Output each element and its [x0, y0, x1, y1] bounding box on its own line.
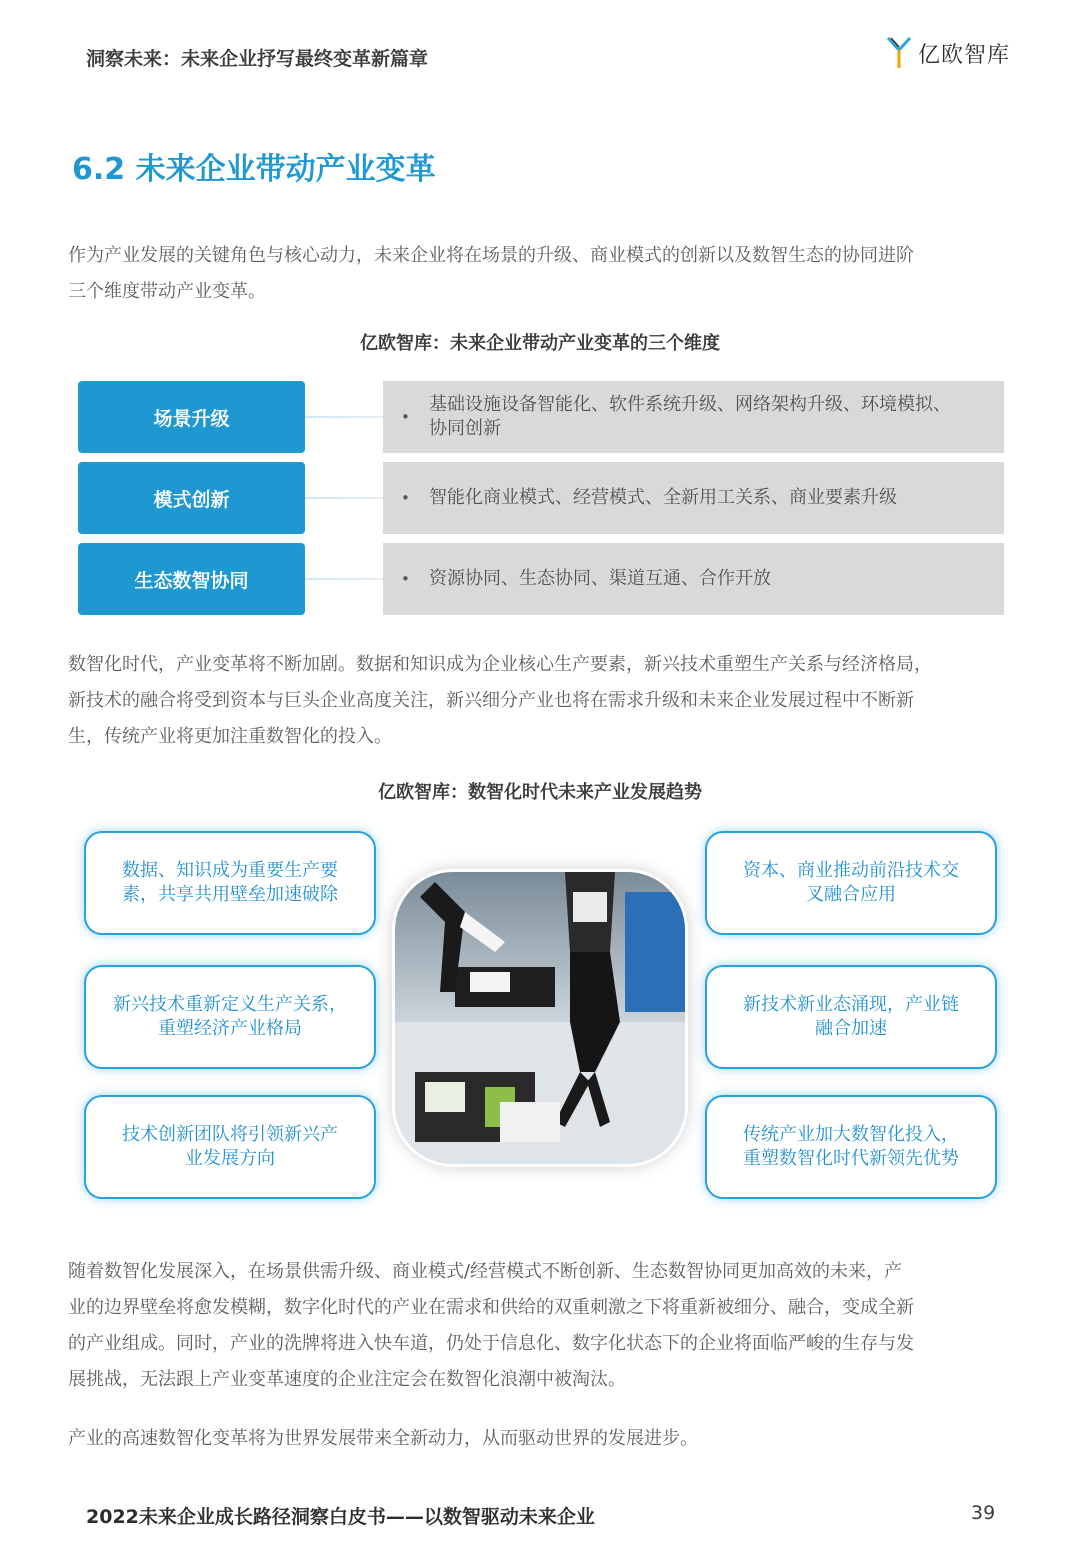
- trend-card-right-3: [705, 1095, 997, 1199]
- figure1-title: 亿欧智库：未来企业带动产业变革的三个维度: [360, 333, 720, 354]
- connector-line: [305, 497, 383, 499]
- trend-card-left-3: [84, 1095, 376, 1199]
- dimension-label: 生态数智协同: [78, 543, 305, 615]
- page-number: 39: [971, 1502, 996, 1524]
- trend-line: 融合加速: [815, 1018, 887, 1039]
- detail-line: 协同创新: [429, 418, 501, 439]
- logo-mark-icon: [886, 36, 912, 70]
- paragraph-line: 业的边界壁垒将愈发模糊，数字化时代的产业在需求和供给的双重刺激之下将重新被细分、融合，变成全新: [68, 1297, 914, 1318]
- trend-line: 叉融合应用: [806, 884, 896, 905]
- trend-line: 新兴技术重新定义生产关系，: [113, 994, 347, 1015]
- detail-line: 基础设施设备智能化、软件系统升级、网络架构升级、环境模拟、: [429, 394, 951, 415]
- paragraph-line: 产业的高速数智化变革将为世界发展带来全新动力，从而驱动世界的发展进步。: [68, 1428, 698, 1449]
- bullet-icon: •: [401, 408, 410, 426]
- trend-line: 业发展方向: [185, 1148, 275, 1169]
- connector-line: [305, 578, 383, 580]
- paragraph-line: 随着数智化发展深入，在场景供需升级、商业模式/经营模式不断创新、生态数智协同更加高效的未来，产: [68, 1261, 903, 1282]
- bullet-icon: •: [401, 570, 410, 588]
- logo: [886, 36, 1010, 70]
- trend-card-left-1: [84, 831, 376, 935]
- trend-line: 技术创新团队将引领新兴产: [122, 1124, 338, 1145]
- detail-line: 资源协同、生态协同、渠道互通、合作开放: [429, 568, 771, 589]
- paragraph-line: 的产业组成。同时，产业的洗牌将进入快车道，仍处于信息化、数字化状态下的企业将面临严峻的生存与发: [68, 1333, 914, 1354]
- section-title: 6.2 未来企业带动产业变革: [72, 152, 436, 187]
- trend-line: 重塑数智化时代新领先优势: [743, 1148, 959, 1169]
- footer-title: 2022未来企业成长路径洞察白皮书——以数智驱动未来企业: [86, 1506, 595, 1528]
- dimension-detail: [383, 381, 1004, 453]
- dimension-detail: [383, 462, 1004, 534]
- paragraph-line: 数智化时代，产业变革将不断加剧。数据和知识成为企业核心生产要素，新兴技术重塑生产关系与经济格局，: [68, 654, 932, 675]
- detail-line: 智能化商业模式、经营模式、全新用工关系、商业要素升级: [429, 487, 897, 508]
- trend-line: 新技术新业态涌现，产业链: [743, 994, 959, 1015]
- logo-text: 亿欧智库: [918, 42, 1011, 68]
- dimension-label: 场景升级: [78, 381, 305, 453]
- dimension-row-ecosystem: [78, 543, 1004, 615]
- paragraph-line: 三个维度带动产业变革。: [68, 281, 266, 302]
- paragraph-line: 作为产业发展的关键角色与核心动力，未来企业将在场景的升级、商业模式的创新以及数智生态的协同进阶: [68, 245, 914, 266]
- paragraph-line: 生，传统产业将更加注重数智化的投入。: [68, 726, 392, 747]
- bullet-icon: •: [401, 489, 410, 507]
- figure2-title: 亿欧智库：数智化时代未来产业发展趋势: [378, 782, 702, 803]
- trend-card-right-1: [705, 831, 997, 935]
- trend-line: 数据、知识成为重要生产要: [122, 860, 338, 881]
- trend-line: 素，共享共用壁垒加速破除: [122, 884, 338, 905]
- paragraph-line: 新技术的融合将受到资本与巨头企业高度关注，新兴细分产业也将在需求升级和未来企业发展过程中不断新: [68, 690, 914, 711]
- body-paragraph-2: [68, 647, 1028, 755]
- trend-line: 资本、商业推动前沿技术交: [743, 860, 959, 881]
- paragraph-line: 展挑战，无法跟上产业变革速度的企业注定会在数智化浪潮中被淘汰。: [68, 1369, 626, 1390]
- trend-line: 传统产业加大数智化投入，: [743, 1124, 959, 1145]
- header-title: 洞察未来：未来企业抒写最终变革新篇章: [86, 48, 429, 70]
- robot-arm-photo: [395, 872, 685, 1164]
- trend-line: 重塑经济产业格局: [158, 1018, 302, 1039]
- dimension-label: 模式创新: [78, 462, 305, 534]
- body-paragraph-4: [68, 1421, 1028, 1457]
- trend-card-right-2: [705, 965, 997, 1069]
- dimension-detail: [383, 543, 1004, 615]
- connector-line: [305, 416, 383, 418]
- intro-paragraph: [68, 238, 1028, 310]
- body-paragraph-3: [68, 1254, 1028, 1398]
- trend-card-left-2: [84, 965, 376, 1069]
- dimension-row-model: [78, 462, 1004, 534]
- dimension-row-scene: [78, 381, 1004, 453]
